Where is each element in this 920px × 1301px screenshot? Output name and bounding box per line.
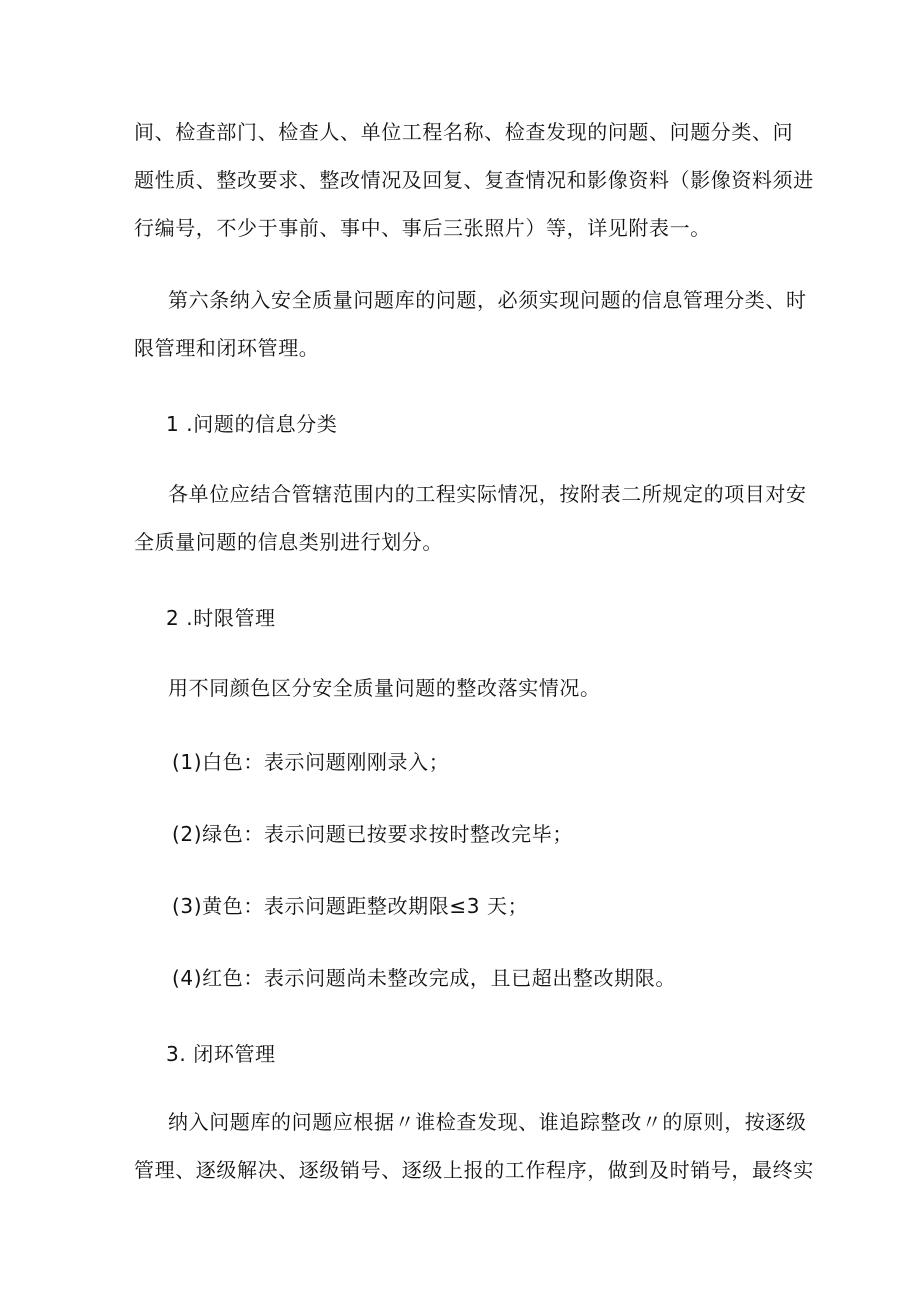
paragraph-1-line-2: 题性质、整改要求、整改情况及回复、复查情况和影像资料（影像资料须进	[134, 168, 814, 192]
section-3-heading: 3. 闭环管理	[166, 1042, 276, 1066]
color-item-green: (2)绿色：表示问题已按要求按时整改完毕；	[172, 822, 573, 846]
article-6-line-1: 第六条纳入安全质量问题库的问题，必须实现问题的信息管理分类、时	[168, 288, 807, 312]
section-3-line-2: 管理、逐级解决、逐级销号、逐级上报的工作程序，做到及时销号，最终实	[134, 1158, 814, 1182]
section-2-intro: 用不同颜色区分安全质量问题的整改落实情况。	[168, 676, 601, 700]
color-item-white: (1)白色：表示问题刚刚录入；	[172, 750, 450, 774]
section-1-line-1: 各单位应结合管辖范围内的工程实际情况，按附表二所规定的项目对安	[168, 482, 807, 506]
color-item-red: (4)红色：表示问题尚未整改完成，且已超出整改期限。	[172, 966, 676, 990]
paragraph-1-line-1: 间、检查部门、检查人、单位工程名称、检查发现的问题、问题分类、问	[134, 120, 794, 144]
section-2-heading: 2 .时限管理	[166, 606, 276, 630]
paragraph-1-line-3: 行编号，不少于事前、事中、事后三张照片）等，详见附表一。	[134, 216, 711, 240]
section-1-line-2: 全质量问题的信息类别进行划分。	[134, 530, 443, 554]
color-item-yellow: (3)黄色：表示问题距整改期限≤3 天；	[172, 894, 529, 918]
article-6-line-2: 限管理和闭环管理。	[134, 336, 320, 360]
section-1-heading: 1 .问题的信息分类	[166, 412, 338, 436]
section-3-line-1: 纳入问题库的问题应根据〃谁检查发现、谁追踪整改〃的原则，按逐级	[168, 1110, 807, 1134]
